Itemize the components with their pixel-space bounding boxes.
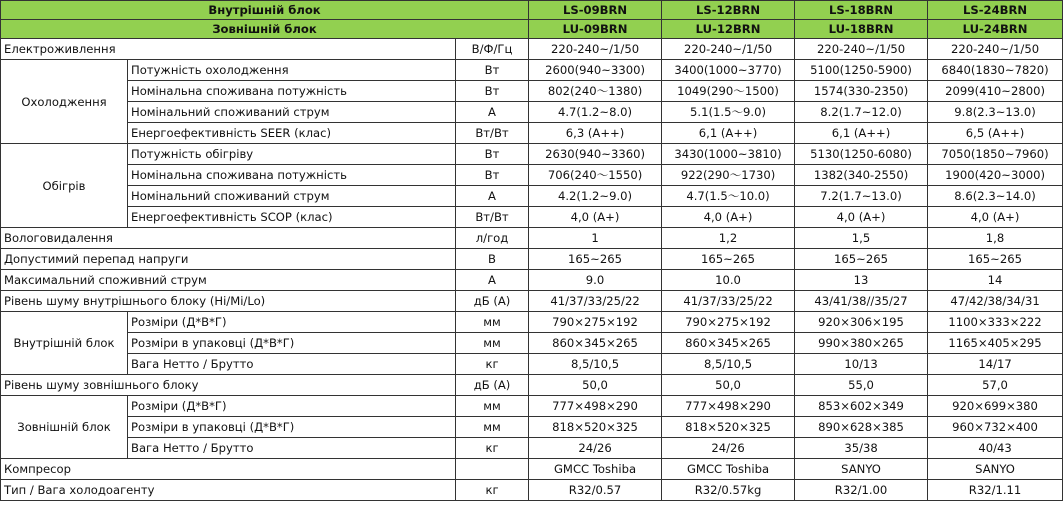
parameter-label: Номінальна споживана потужність	[128, 81, 456, 102]
parameter-label: Номінальний споживаний струм	[128, 186, 456, 207]
value-cell: 165~265	[795, 249, 928, 270]
value-cell: 818×520×325	[662, 417, 795, 438]
outdoor-unit-header: Зовнішній блок	[1, 20, 529, 39]
value-cell: 1	[529, 228, 662, 249]
unit-cell: Вт	[456, 165, 529, 186]
value-cell: 1100×333×222	[928, 312, 1063, 333]
value-cell: 1382(340-2550)	[795, 165, 928, 186]
indoor-unit-header: Внутрішній блок	[1, 1, 529, 20]
table-row	[1, 228, 1063, 249]
value-cell: 1049(290～1500)	[662, 81, 795, 102]
value-cell: 50,0	[529, 375, 662, 396]
value-cell: R32/0.57kg	[662, 480, 795, 501]
parameter-label: Розміри (Д*В*Г)	[128, 312, 456, 333]
parameter-label: Номінальна споживана потужність	[128, 165, 456, 186]
value-cell: R32/1.00	[795, 480, 928, 501]
value-cell: 1574(330-2350)	[795, 81, 928, 102]
parameter-label: Номінальний споживаний струм	[128, 102, 456, 123]
table-row	[1, 270, 1063, 291]
value-cell: 3430(1000~3810)	[662, 144, 795, 165]
table-row	[1, 144, 1063, 165]
unit-cell: B	[456, 249, 529, 270]
value-cell: 8,5/10,5	[529, 354, 662, 375]
value-cell: 35/38	[795, 438, 928, 459]
value-cell: 860×345×265	[662, 333, 795, 354]
unit-cell: Вт/Вт	[456, 207, 529, 228]
value-cell: 790×275×192	[662, 312, 795, 333]
value-cell: 13	[795, 270, 928, 291]
outdoor-model-cell: LU-18BRN	[795, 20, 928, 39]
value-cell: 777×498×290	[662, 396, 795, 417]
value-cell: R32/0.57	[529, 480, 662, 501]
value-cell: 220-240~/1/50	[529, 39, 662, 60]
value-cell: 890×628×385	[795, 417, 928, 438]
table-row	[1, 165, 1063, 186]
value-cell: 6,5 (A++)	[928, 123, 1063, 144]
value-cell: 8.2(1.7~12.0)	[795, 102, 928, 123]
value-cell: 10/13	[795, 354, 928, 375]
value-cell: 5130(1250-6080)	[795, 144, 928, 165]
table-row	[1, 333, 1063, 354]
value-cell: 4.7(1.5～10.0)	[662, 186, 795, 207]
table-row	[1, 60, 1063, 81]
value-cell: 41/37/33/25/22	[529, 291, 662, 312]
value-cell: 6,1 (A++)	[662, 123, 795, 144]
value-cell: 1165×405×295	[928, 333, 1063, 354]
group-label: Зовнішній блок	[1, 396, 128, 459]
parameter-label: Вага Нетто / Брутто	[128, 354, 456, 375]
parameter-label: Вологовидалення	[1, 228, 456, 249]
value-cell: 8.6(2.3~14.0)	[928, 186, 1063, 207]
table-row	[1, 480, 1063, 501]
unit-cell: кг	[456, 480, 529, 501]
value-cell: 1,2	[662, 228, 795, 249]
value-cell: 4,0 (A+)	[662, 207, 795, 228]
table-row	[1, 102, 1063, 123]
parameter-label: Енергоефективність SCOP (клас)	[128, 207, 456, 228]
unit-cell: Вт	[456, 60, 529, 81]
parameter-label: Енергоефективність SEER (клас)	[128, 123, 456, 144]
unit-cell	[456, 459, 529, 480]
table-row	[1, 207, 1063, 228]
group-label: Внутрішній блок	[1, 312, 128, 375]
value-cell: 24/26	[529, 438, 662, 459]
indoor-model-cell: LS-18BRN	[795, 1, 928, 20]
value-cell: 47/42/38/34/31	[928, 291, 1063, 312]
value-cell: GMCC Toshiba	[662, 459, 795, 480]
value-cell: 43/41/38//35/27	[795, 291, 928, 312]
value-cell: 7050(1850~7960)	[928, 144, 1063, 165]
value-cell: 7.2(1.7~13.0)	[795, 186, 928, 207]
indoor-model-cell: LS-12BRN	[662, 1, 795, 20]
table-row	[1, 312, 1063, 333]
unit-cell: л/год	[456, 228, 529, 249]
indoor-model-header-row	[1, 1, 1063, 20]
value-cell: 790×275×192	[529, 312, 662, 333]
table-row	[1, 459, 1063, 480]
value-cell: 818×520×325	[529, 417, 662, 438]
value-cell: 165~265	[662, 249, 795, 270]
value-cell: 8,5/10,5	[662, 354, 795, 375]
parameter-label: Компресор	[1, 459, 456, 480]
unit-cell: мм	[456, 312, 529, 333]
value-cell: 853×602×349	[795, 396, 928, 417]
value-cell: 706(240～1550)	[529, 165, 662, 186]
value-cell: 220-240~/1/50	[662, 39, 795, 60]
value-cell: 960×732×400	[928, 417, 1063, 438]
value-cell: 9.0	[529, 270, 662, 291]
value-cell: 10.0	[662, 270, 795, 291]
parameter-label: Рівень шуму внутрішнього блоку (Hi/Mi/Lo)	[1, 291, 456, 312]
unit-cell: дБ (А)	[456, 375, 529, 396]
value-cell: 6,3 (A++)	[529, 123, 662, 144]
value-cell: 2099(410~2800)	[928, 81, 1063, 102]
value-cell: 40/43	[928, 438, 1063, 459]
unit-cell: A	[456, 186, 529, 207]
value-cell: 860×345×265	[529, 333, 662, 354]
value-cell: 1,8	[928, 228, 1063, 249]
parameter-label: Електроживлення	[1, 39, 456, 60]
parameter-label: Вага Нетто / Брутто	[128, 438, 456, 459]
parameter-label: Максимальний споживний струм	[1, 270, 456, 291]
outdoor-model-cell: LU-24BRN	[928, 20, 1063, 39]
unit-cell: A	[456, 102, 529, 123]
unit-cell: мм	[456, 417, 529, 438]
value-cell: 5100(1250-5900)	[795, 60, 928, 81]
table-row	[1, 186, 1063, 207]
table-row	[1, 375, 1063, 396]
group-label: Обігрів	[1, 144, 128, 228]
parameter-label: Розміри (Д*В*Г)	[128, 396, 456, 417]
value-cell: 165~265	[529, 249, 662, 270]
unit-cell: Вт	[456, 144, 529, 165]
value-cell: 990×380×265	[795, 333, 928, 354]
table-row	[1, 81, 1063, 102]
table-row	[1, 354, 1063, 375]
value-cell: 6,1 (A++)	[795, 123, 928, 144]
table-row	[1, 396, 1063, 417]
table-row	[1, 249, 1063, 270]
value-cell: 14/17	[928, 354, 1063, 375]
parameter-label: Потужність охолодження	[128, 60, 456, 81]
indoor-model-cell: LS-24BRN	[928, 1, 1063, 20]
value-cell: 55,0	[795, 375, 928, 396]
value-cell: 220-240~/1/50	[928, 39, 1063, 60]
value-cell: SANYO	[795, 459, 928, 480]
table-row	[1, 291, 1063, 312]
table-row	[1, 438, 1063, 459]
outdoor-model-cell: LU-09BRN	[529, 20, 662, 39]
group-label: Охолодження	[1, 60, 128, 144]
value-cell: 6840(1830~7820)	[928, 60, 1063, 81]
parameter-label: Тип / Вага холодоагенту	[1, 480, 456, 501]
unit-cell: В/Ф/Гц	[456, 39, 529, 60]
value-cell: 5.1(1.5～9.0)	[662, 102, 795, 123]
value-cell: 2630(940~3360)	[529, 144, 662, 165]
value-cell: 4.7(1.2~8.0)	[529, 102, 662, 123]
outdoor-model-header-row	[1, 20, 1063, 39]
value-cell: SANYO	[928, 459, 1063, 480]
value-cell: 920×306×195	[795, 312, 928, 333]
unit-cell: Вт/Вт	[456, 123, 529, 144]
value-cell: 50,0	[662, 375, 795, 396]
value-cell: 777×498×290	[529, 396, 662, 417]
value-cell: 4,0 (A+)	[795, 207, 928, 228]
value-cell: 41/37/33/25/22	[662, 291, 795, 312]
value-cell: R32/1.11	[928, 480, 1063, 501]
value-cell: 1,5	[795, 228, 928, 249]
parameter-label: Розміри в упаковці (Д*В*Г)	[128, 333, 456, 354]
table-row	[1, 123, 1063, 144]
parameter-label: Потужність обігріву	[128, 144, 456, 165]
table-row	[1, 39, 1063, 60]
value-cell: 57,0	[928, 375, 1063, 396]
value-cell: 922(290～1730)	[662, 165, 795, 186]
value-cell: 2600(940~3300)	[529, 60, 662, 81]
value-cell: 9.8(2.3~13.0)	[928, 102, 1063, 123]
parameter-label: Допустимий перепад напруги	[1, 249, 456, 270]
unit-cell: A	[456, 270, 529, 291]
value-cell: 3400(1000~3770)	[662, 60, 795, 81]
value-cell: 220-240~/1/50	[795, 39, 928, 60]
unit-cell: кг	[456, 438, 529, 459]
spec-table-body	[1, 1, 1063, 501]
outdoor-model-cell: LU-12BRN	[662, 20, 795, 39]
parameter-label: Рівень шуму зовнішнього блоку	[1, 375, 456, 396]
unit-cell: мм	[456, 333, 529, 354]
indoor-model-cell: LS-09BRN	[529, 1, 662, 20]
unit-cell: Вт	[456, 81, 529, 102]
unit-cell: дБ (А)	[456, 291, 529, 312]
unit-cell: мм	[456, 396, 529, 417]
parameter-label: Розміри в упаковці (Д*В*Г)	[128, 417, 456, 438]
value-cell: 14	[928, 270, 1063, 291]
value-cell: 4,0 (A+)	[928, 207, 1063, 228]
unit-cell: кг	[456, 354, 529, 375]
value-cell: 4.2(1.2~9.0)	[529, 186, 662, 207]
value-cell: GMCC Toshiba	[529, 459, 662, 480]
value-cell: 24/26	[662, 438, 795, 459]
value-cell: 1900(420~3000)	[928, 165, 1063, 186]
value-cell: 4,0 (A+)	[529, 207, 662, 228]
table-row	[1, 417, 1063, 438]
value-cell: 165~265	[928, 249, 1063, 270]
value-cell: 920×699×380	[928, 396, 1063, 417]
value-cell: 802(240～1380)	[529, 81, 662, 102]
